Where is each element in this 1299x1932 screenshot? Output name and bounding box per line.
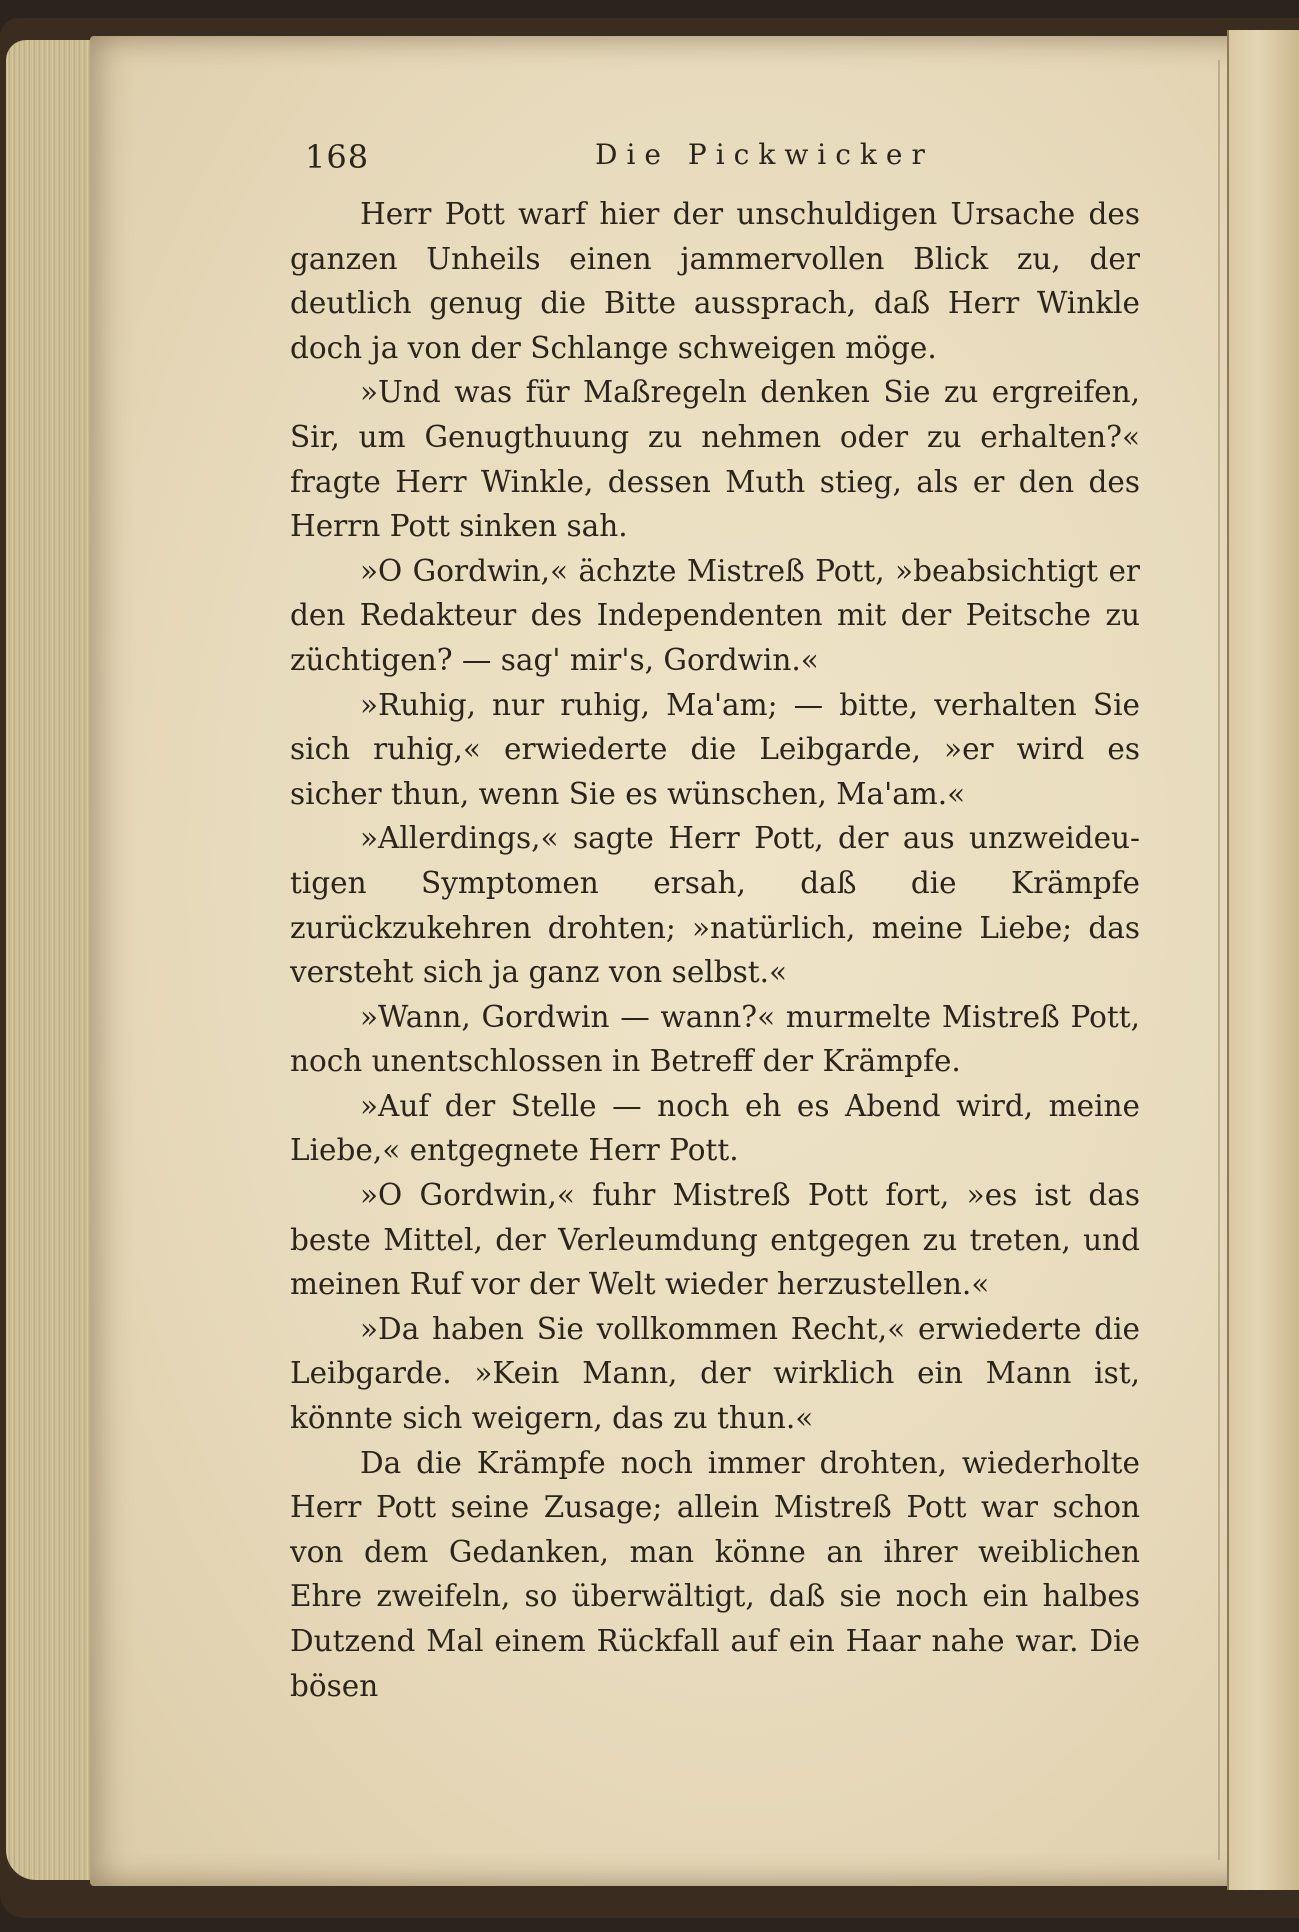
page-fold-line — [1218, 60, 1220, 1860]
body-text — [290, 192, 1140, 1708]
page-number: 168 — [305, 138, 370, 176]
paragraph: Herr Pott warf hier der unschuldigen Ursache des ganzen Unheils einen jammervollen Blick zu, der deutlich genug die Bitte aussprach, daß Herr Winkle doch ja von der Schlange schweigen möge. — [290, 197, 1140, 365]
paragraph: »O Gordwin,« ächzte Mistreß Pott, »beabsichtigt er den Redakteur des Independenten mit der Peitsche zu züchtigen? — sag' mir's, Gordwin.« — [290, 553, 1140, 677]
paragraph: »O Gordwin,« fuhr Mistreß Pott fort, »es ist das beste Mittel, der Verleumdung entgegen zu treten, und meinen Ruf vor der Welt wieder herzustellen.« — [290, 1178, 1140, 1302]
paragraph: »Und was für Maßregeln denken Sie zu ergreifen, Sir, um Genugthuung zu nehmen oder zu erhalten?« fragte Herr Winkle, dessen Muth stieg, als er den des Herrn Pott sinken sah. — [290, 375, 1140, 544]
page-header — [305, 138, 1135, 182]
paragraph: »Ruhig, nur ruhig, Ma'am; — bitte, verhalten Sie sich ruhig,« erwiederte die Leibgarde, »er wird es sicher thun, wenn Sie es wünschen, Ma'am.« — [290, 687, 1140, 811]
paragraph: »Wann, Gordwin — wann?« murmelte Mistreß Pott, noch unentschlossen in Betreff der Krämpfe. — [290, 999, 1140, 1079]
facing-page-edge — [1227, 30, 1299, 1890]
paragraph: »Da haben Sie vollkommen Recht,« erwiederte die Leibgarde. »Kein Mann, der wirklich ein Mann ist, könnte sich weigern, das zu thun.« — [290, 1311, 1140, 1436]
running-title: Die Pickwicker — [595, 138, 934, 171]
paragraph: »Auf der Stelle — noch eh es Abend wird, meine Liebe,« entgegnete Herr Pott. — [290, 1088, 1140, 1168]
paragraph: Da die Krämpfe noch immer drohten, wiederholte Herr Pott seine Zusage; allein Mistreß Pott war schon von dem Gedanken, man könne an ihrer weiblichen Ehre zweifeln, so überwältigt, daß sie noch ein halbes Dutzend Mal einem Rückfall auf ein Haar nahe war. Die bösen — [290, 1445, 1140, 1703]
paragraph: »Allerdings,« sagte Herr Pott, der aus unzweideutigen Symptomen ersah, daß die Krämpfe zurückzukehren drohten; »natürlich, meine Liebe; das versteht sich ja ganz von selbst.« — [290, 821, 1140, 990]
